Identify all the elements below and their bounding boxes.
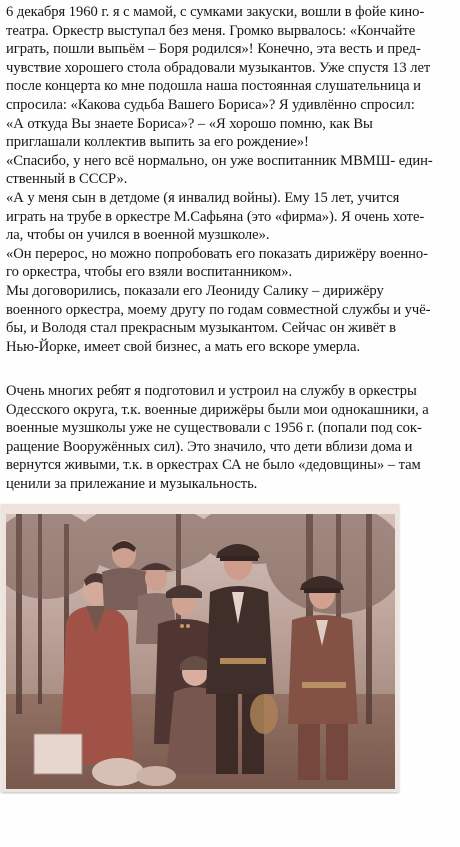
group-photo [6,514,395,789]
text-line: играть, пошли выпьём – Боря родился»! Конечно, эта весть и пред- [6,41,421,58]
text-line: «А откуда Вы знаете Бориса»? – «Я хорошо помню, как Вы [6,115,373,132]
text-line: вернутся живыми, т.к. в оркестрах СА не было «дедовщины» – там [6,457,421,474]
text-line: «Спасибо, у него всё нормально, он уже воспитанник МВМШ- един- [6,152,433,169]
text-line: бы, и Володя стал прекрасным музыкантом. Сейчас он живёт в [6,320,396,337]
text-line: Мы договорились, показали его Леониду Салику – дирижёру [6,282,384,299]
text-line: ценили за прилежание и музыкальность. [6,475,258,492]
group-photo-image [6,514,395,789]
text-line: Очень многих ребят я подготовил и устроил на службу в оркестры [6,383,417,399]
text-line: Одесского округа, т.к. военные дирижёры были мои однокашники, а [6,401,429,418]
text-line: го оркестра, чтобы его взяли воспитанником». [6,264,293,281]
text-line: ла, чтобы он учился в военной музшколе». [6,227,270,244]
text-line: «Он перерос, но можно попробовать его показать дирижёру военно- [6,245,428,262]
paragraph-1 [6,3,460,356]
text-line: приглашали коллектив выпить за его рождение»! [6,134,309,151]
text-line: играть на трубе в оркестре М.Сафьяна (это «фирма»). Я очень хоте- [6,208,425,225]
text-line: «А у меня сын в детдоме (я инвалид войны). Ему 15 лет, учится [6,189,400,206]
text-line: 6 декабря 1960 г. я с мамой, с сумками закуски, вошли в фойе кино- [6,4,425,20]
text-line: театра. Оркестр выступал без меня. Громко вырвалось: «Кончайте [6,22,416,39]
text-line: чувствие хорошего стола обрадовали музыкантов. Уже спустя 13 лет [6,59,431,76]
text-line: после концерта ко мне подошла наша постоянная слушательница и [6,78,421,95]
text-line: военного оркестра, моему другу по годам совместной службы и учё- [6,301,431,318]
photo-frame [1,504,399,792]
text-line: спросила: «Какова судьба Вашего Бориса»? Я удивлённо спросил: [6,96,415,113]
text-line: Нью-Йорке, имеет свой бизнес, а мать его вскоре умерла. [6,338,361,355]
text-line: ращение Вооружённых сил). Это значило, что дети вблизи дома и [6,438,413,455]
paragraph-2 [6,382,460,494]
text-line: ственный в СССР». [6,171,128,188]
text-line: военные музшколы уже не существовали с 1956 г. (попали под сок- [6,420,422,437]
